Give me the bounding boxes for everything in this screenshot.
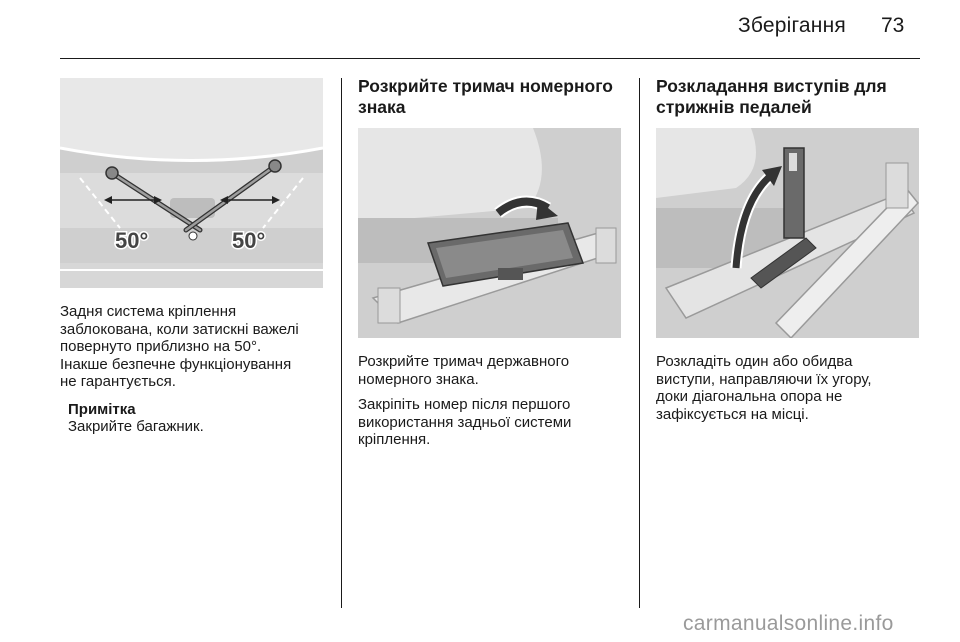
middle-paragraph-1 (358, 353, 633, 388)
text-line: Інакше безпечне функціонування (60, 355, 292, 373)
illustration-locking-levers (60, 78, 323, 288)
text-line: Розкрийте тримач державного (358, 353, 570, 370)
illustration-license-plate-holder (358, 128, 621, 338)
page-number: 73 (881, 14, 905, 37)
text-line: номерного знака. (358, 370, 479, 388)
text-line: доки діагональна опора не (656, 388, 843, 405)
section-heading-pedal-bars (656, 76, 918, 118)
text-line: повернуто приблизно на 50°. (60, 338, 262, 355)
text-line: кріплення. (358, 431, 431, 448)
middle-paragraph-2 (358, 396, 633, 449)
text-line: Задня система кріплення (60, 303, 237, 320)
section-heading-license-plate (358, 76, 628, 118)
watermark: carmanualsonline.info (683, 612, 894, 635)
text-line: зафіксується на місці. (656, 405, 809, 423)
angle-label-left: 50° (115, 228, 149, 253)
page-header-title: Зберігання (738, 14, 846, 37)
illustration-pedal-bar-lugs (656, 128, 919, 338)
heading-line: Розкрийте тримач номерного (358, 76, 613, 96)
text-line: виступи, направляючи їх угору, (656, 370, 872, 388)
right-paragraph (656, 353, 931, 423)
column-divider-left (341, 78, 342, 608)
header-divider (60, 58, 920, 59)
text-line: заблокована, коли затискні важелі (60, 320, 299, 338)
heading-line: стрижнів педалей (656, 97, 812, 117)
text-line: не гарантується. (60, 373, 176, 390)
note-heading: Примітка (68, 401, 136, 418)
left-paragraph (60, 303, 335, 391)
note-text: Закрийте багажник. (68, 418, 204, 435)
heading-line: Розкладання виступів для (656, 76, 887, 96)
text-line: Закріпіть номер після першого (358, 396, 571, 413)
angle-label-right: 50° (232, 228, 266, 253)
text-line: Розкладіть один або обидва (656, 353, 853, 370)
text-line: використання задньої системи (358, 413, 572, 431)
column-divider-right (639, 78, 640, 608)
heading-line: знака (358, 97, 406, 117)
